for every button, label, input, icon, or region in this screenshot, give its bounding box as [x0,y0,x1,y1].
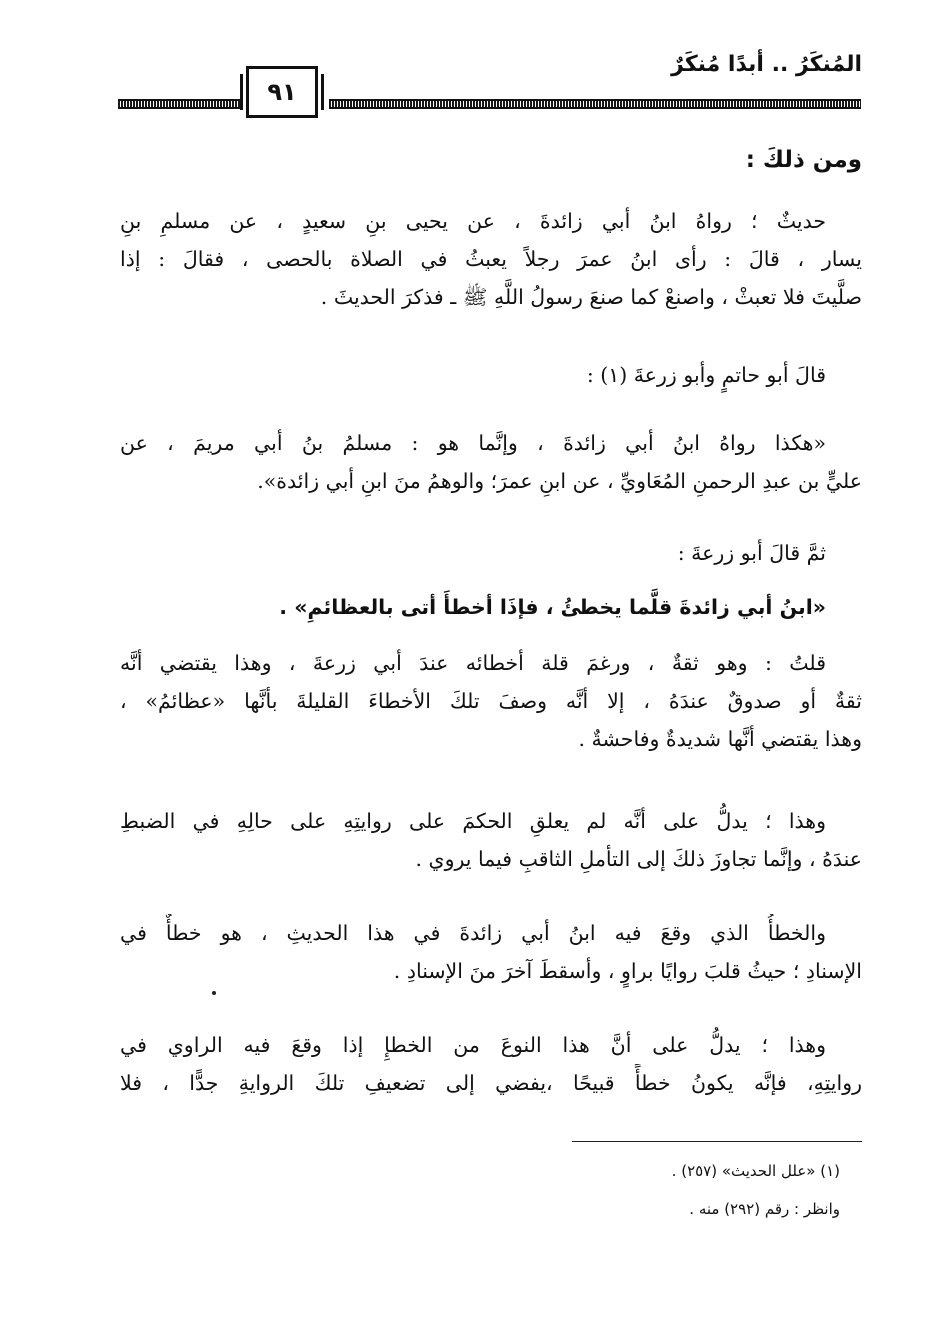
text-line: والخطأُ الذي وقعَ فيه ابنُ أبي زائدةَ في هذا الحديثِ ، هو خطأٌ في [120,921,826,945]
paragraph-conclusion [120,1026,862,1102]
text-line: «ابنُ أبي زائدةَ قلَّما يخطئُ ، فإذَا أخطأَ أتى بالعظائمِ» . [279,595,826,619]
paragraph-then-said [120,534,862,572]
text-line: روايتِهِ، فإنَّه يكونُ خطأً قبيحًا ،يفضي إلى تضعيفِ تلكَ الروايةِ جدًّا ، فلا [120,1071,862,1095]
footnotes [672,1152,840,1228]
text-line: قلتُ : وهو ثقةٌ ، ورغمَ قلة أخطائه عندَ أبي زرعةَ ، وهذا يقتضي أنَّه [120,651,826,675]
text-line: صلَّيتَ فلا تعبثْ ، واصنعْ كما صنعَ رسولُ اللَّهِ ﷺ ـ فذكرَ الحديثَ . [320,285,862,309]
text-line: يسار ، قالَ : رأى ابنُ عمرَ رجلاً يعبثُ في الصلاة بالحصى ، فقالَ : إذا [120,247,862,271]
running-title: المُنكَرُ .. أبدًا مُنكَرٌ [671,52,862,77]
header-rule-left [118,99,240,109]
text-line: عليٍّ بن عبدِ الرحمنِ المُعَاويِّ ، عن ابنِ عمرَ؛ والوهمُ منَ ابنِ أبي زائدة». [257,469,862,493]
paragraph-error [120,914,862,990]
text-line: عندَهُ ، وإنَّما تجاوزَ ذلكَ إلى التأملِ الثاقبِ فيما يروي . [415,847,862,871]
section-heading: ومن ذلكَ : [745,147,862,173]
text-line: «هكذا رواهُ ابنُ أبي زائدةَ ، وإنَّما هو : مسلمُ بنُ أبي مريمَ ، عن [120,431,826,455]
text-line: وهذا يقتضي أنَّها شديدةٌ وفاحشةٌ . [578,727,862,751]
text-line: حديثٌ ؛ رواهُ ابنُ أبي زائدةَ ، عن يحيى بنِ سعيدٍ ، عن مسلمِ بنِ [120,209,826,233]
paragraph-attribution [120,356,862,394]
text-line: ثمَّ قالَ أبو زرعةَ : [677,541,826,565]
paragraph-hadith [120,202,862,316]
text-line: الإسنادِ ؛ حيثُ قلبَ روايًا براوٍ ، وأسقطَ آخرَ منَ الإسنادِ . [393,959,862,983]
paragraph-analysis [120,802,862,878]
text-line: ثقةٌ أو صدوقٌ عندَهُ ، إلا أنَّه وصفَ تلكَ الأخطاءَ القليلةَ بأنَّها «عظائمُ» ، [120,689,862,713]
paragraph-quote [120,424,862,500]
ink-speck [212,991,216,995]
text-line: وهذا ؛ يدلُّ على أنَّه لم يعلقِ الحكمَ على روايتِهِ على حالِهِ في الضبطِ [120,809,826,833]
footnote-1: (١) «علل الحديث» (٢٥٧) . [671,1162,840,1180]
text-line: قالَ أبو حاتمٍ وأبو زرعةَ (١) : [586,363,826,387]
page-number: ٩١ [246,66,318,118]
paragraph-comment [120,644,862,758]
paragraph-bold-quote [120,588,862,626]
footnote-2: وانظر : رقم (٢٩٢) منه . [689,1200,840,1218]
text-line: وهذا ؛ يدلُّ على أنَّ هذا النوعَ من الخطإِ إذا وقعَ فيه الراوي في [120,1033,826,1057]
header-rule-right [329,99,861,109]
footnote-divider [572,1141,862,1142]
